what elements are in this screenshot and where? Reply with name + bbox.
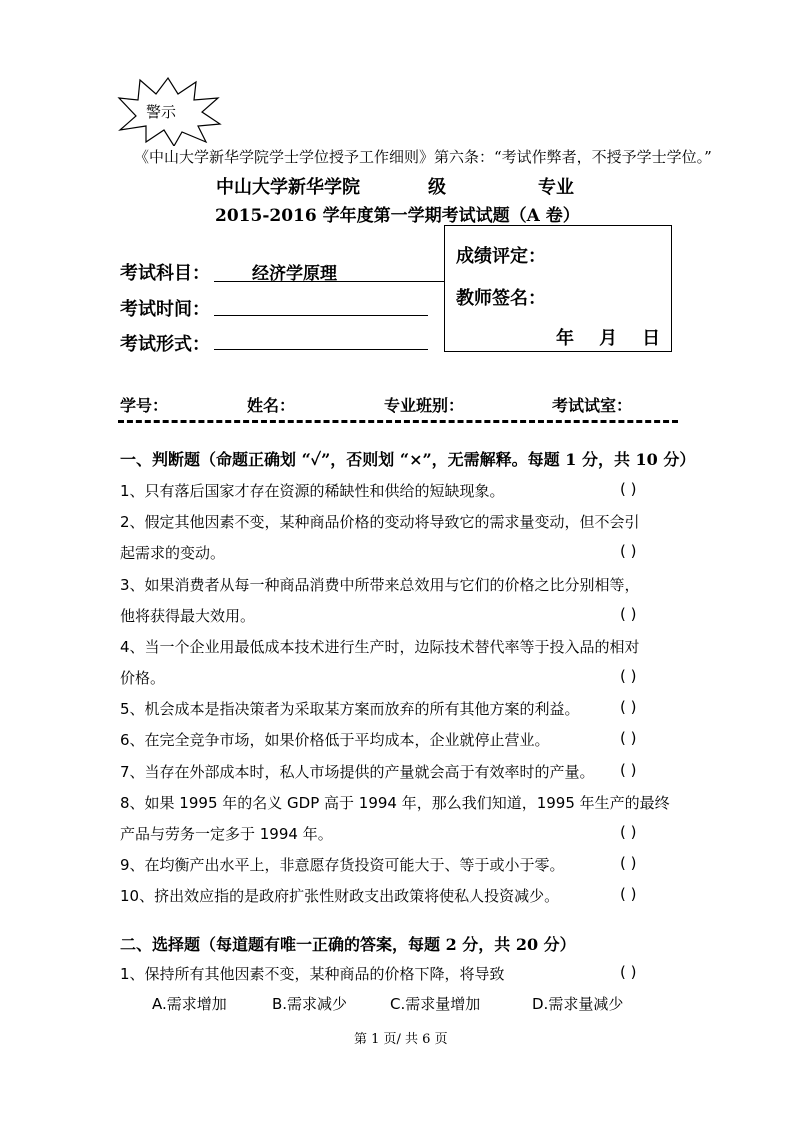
regulation-notice: 《中山大学新华学院学士学位授予工作细则》第六条：“考试作弊者，不授予学士学位。”	[134, 148, 712, 166]
answer-blank[interactable]: ( )	[620, 729, 637, 747]
class-label: 专业班别：	[384, 396, 465, 415]
section-1-title: 一、判断题（命题正确划 “✓”，否则划 “×”，无需解释。每题 1 分，共 10 分）	[120, 450, 696, 469]
tf-question-8-cont: 产品与劳务一定多于 1994 年。	[120, 825, 333, 843]
format-label: 考试形式：	[120, 334, 210, 355]
tf-question-6: 6、在完全竞争市场，如果价格低于平均成本，企业就停止营业。	[120, 731, 550, 749]
answer-blank[interactable]: ( )	[620, 823, 637, 841]
grade-label: 级	[428, 177, 446, 198]
student-name-label: 姓名：	[247, 396, 296, 415]
warning-label: 警示	[146, 103, 177, 121]
option-b: B.需求减少	[272, 995, 348, 1013]
answer-blank[interactable]: ( )	[620, 761, 637, 779]
answer-blank[interactable]: ( )	[620, 605, 637, 623]
answer-blank[interactable]: ( )	[620, 854, 637, 872]
exam-room-label: 考试试室：	[552, 396, 633, 415]
cut-line	[118, 420, 678, 423]
option-a: A.需求增加	[152, 995, 227, 1013]
answer-blank[interactable]: ( )	[620, 963, 637, 981]
answer-blank[interactable]: ( )	[620, 698, 637, 716]
tf-question-9: 9、在均衡产出水平上，非意愿存货投资可能大于、等于或小于零。	[120, 856, 565, 874]
format-field[interactable]	[214, 349, 428, 350]
major-label: 专业	[538, 177, 574, 198]
tf-question-3-cont: 他将获得最大效用。	[120, 607, 256, 625]
tf-question-10: 10、挤出效应指的是政府扩张性财政支出政策将使私人投资减少。	[120, 887, 560, 905]
tf-question-2: 2、假定其他因素不变，某种商品价格的变动将导致它的需求量变动，但不会引	[120, 513, 640, 531]
page-number: 第 1 页/ 共 6 页	[354, 1032, 448, 1047]
answer-blank[interactable]: ( )	[620, 667, 637, 685]
tf-question-2-cont: 起需求的变动。	[120, 544, 226, 562]
score-label: 成绩评定：	[456, 246, 546, 267]
subject-value: 经济学原理	[252, 264, 337, 284]
tf-question-4: 4、当一个企业用最低成本技术进行生产时，边际技术替代率等于投入品的相对	[120, 638, 640, 656]
answer-blank[interactable]: ( )	[620, 885, 637, 903]
exam-title: 2015-2016 学年度第一学期考试试题（A 卷）	[215, 206, 580, 226]
time-label: 考试时间：	[120, 299, 210, 320]
tf-question-4-cont: 价格。	[120, 669, 166, 687]
answer-blank[interactable]: ( )	[620, 542, 637, 560]
college-name: 中山大学新华学院	[216, 177, 360, 198]
tf-question-5: 5、机会成本是指决策者为采取某方案而放弃的所有其他方案的利益。	[120, 700, 580, 718]
option-d: D.需求量减少	[532, 995, 624, 1013]
tf-question-7: 7、当存在外部成本时，私人市场提供的产量就会高于有效率时的产量。	[120, 763, 595, 781]
time-field[interactable]	[214, 315, 428, 316]
option-c: C.需求量增加	[390, 995, 481, 1013]
tf-question-1: 1、只有落后国家才存在资源的稀缺性和供给的短缺现象。	[120, 482, 505, 500]
tf-question-3: 3、如果消费者从每一种商品消费中所带来总效用与它们的价格之比分别相等，	[120, 576, 640, 594]
subject-label: 考试科目：	[120, 263, 210, 284]
section-2-title: 二、选择题（每道题有唯一正确的答案，每题 2 分，共 20 分）	[120, 935, 576, 954]
tf-question-8: 8、如果 1995 年的名义 GDP 高于 1994 年，那么我们知道，1995 年生产的最终	[120, 794, 670, 812]
answer-blank[interactable]: ( )	[620, 480, 637, 498]
teacher-signature-label: 教师签名：	[456, 288, 546, 309]
mc-question-1: 1、保持所有其他因素不变，某种商品的价格下降，将导致	[120, 965, 505, 983]
date-label: 年 月 日	[556, 328, 661, 349]
subject-underline	[214, 281, 444, 282]
student-id-label: 学号：	[120, 396, 169, 415]
